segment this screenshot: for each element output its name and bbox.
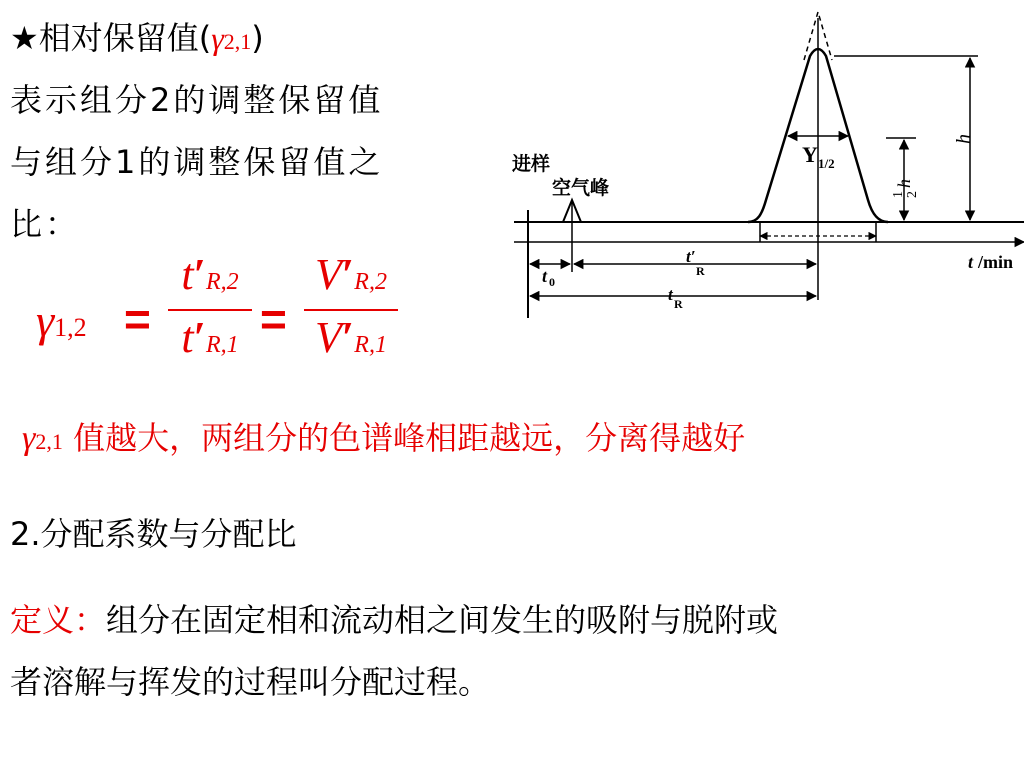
fraction-bar	[304, 309, 398, 311]
formula-gamma-subscript: 1,2	[54, 313, 87, 342]
tR-prime-subscript: R	[696, 264, 705, 278]
page-heading	[10, 18, 264, 62]
t-denominator-subscript: R,1	[205, 332, 239, 358]
note-gamma: γ	[22, 420, 36, 457]
tR-prime-label: t′	[686, 247, 696, 266]
definition-2-line-2: 者溶解与挥发的过程叫分配过程。	[10, 663, 491, 701]
v-symbol: V	[315, 313, 342, 362]
prime-mark: ′	[193, 313, 206, 362]
relative-retention-formula	[36, 250, 416, 400]
heading-close-paren: )	[251, 19, 264, 57]
formula-equals-1: =	[124, 293, 151, 345]
fraction-t-ratio	[168, 250, 252, 370]
half-width-subscript: 1/2	[818, 156, 835, 171]
t-symbol: t	[181, 313, 194, 362]
fraction-t-numerator	[168, 250, 252, 307]
air-peak-label: 空气峰	[552, 177, 610, 199]
half-height-numerator: 1	[891, 191, 906, 198]
fraction-v-numerator	[304, 250, 398, 307]
half-width-label: Y	[802, 142, 818, 167]
definition-2-text-1: 组分在固定相和流动相之间发生的吸附与脱附或	[106, 601, 779, 639]
definition-line-1: 表示组分2的调整保留值	[10, 81, 384, 119]
half-height-denominator: 2	[905, 191, 920, 198]
definition-line-2: 与组分1的调整保留值之	[10, 143, 384, 181]
t-symbol: t	[181, 250, 194, 299]
formula-lhs	[36, 294, 87, 347]
formula-gamma: γ	[36, 295, 55, 346]
time-axis-unit: /min	[978, 252, 1014, 272]
fraction-v-ratio	[304, 250, 398, 370]
t0-subscript: 0	[549, 275, 555, 289]
fraction-v-denominator	[304, 313, 398, 370]
gamma-subscript: 2,1	[223, 29, 252, 54]
star-icon: ★	[10, 19, 39, 57]
prime-mark: ′	[193, 250, 206, 299]
note-gamma-subscript: 2,1	[35, 429, 63, 454]
separation-note	[22, 418, 745, 462]
half-height-h: h	[894, 179, 914, 188]
section-2-title: 2.分配系数与分配比	[10, 515, 297, 553]
tR-label: t	[668, 285, 673, 304]
half-height-label	[891, 179, 920, 198]
definition-2-line-1	[10, 600, 778, 640]
fraction-bar	[168, 309, 252, 311]
definition-line-3: 比：	[10, 205, 81, 243]
t0-label: t	[542, 266, 548, 286]
v-symbol: V	[315, 250, 342, 299]
prime-mark: ′	[341, 313, 355, 362]
v-denominator-subscript: R,1	[354, 332, 387, 358]
v-numerator-subscript: R,2	[354, 269, 387, 295]
note-text: 值越大，两组分的色谱峰相距越远，分离得越好	[62, 419, 746, 457]
heading-text: 相对保留值(	[38, 19, 212, 57]
formula-equals-2: =	[260, 293, 287, 345]
time-axis-label: t	[968, 252, 974, 272]
prime-mark: ′	[341, 250, 355, 299]
gamma-symbol: γ	[211, 20, 224, 56]
peak-height-label: h	[953, 134, 975, 144]
injection-label: 进样	[512, 153, 551, 175]
tR-subscript: R	[674, 297, 683, 311]
fraction-t-denominator	[168, 313, 252, 370]
chromatogram-diagram	[508, 0, 1024, 330]
t-numerator-subscript: R,2	[205, 269, 239, 295]
definition-2-label: 定义：	[10, 601, 107, 639]
